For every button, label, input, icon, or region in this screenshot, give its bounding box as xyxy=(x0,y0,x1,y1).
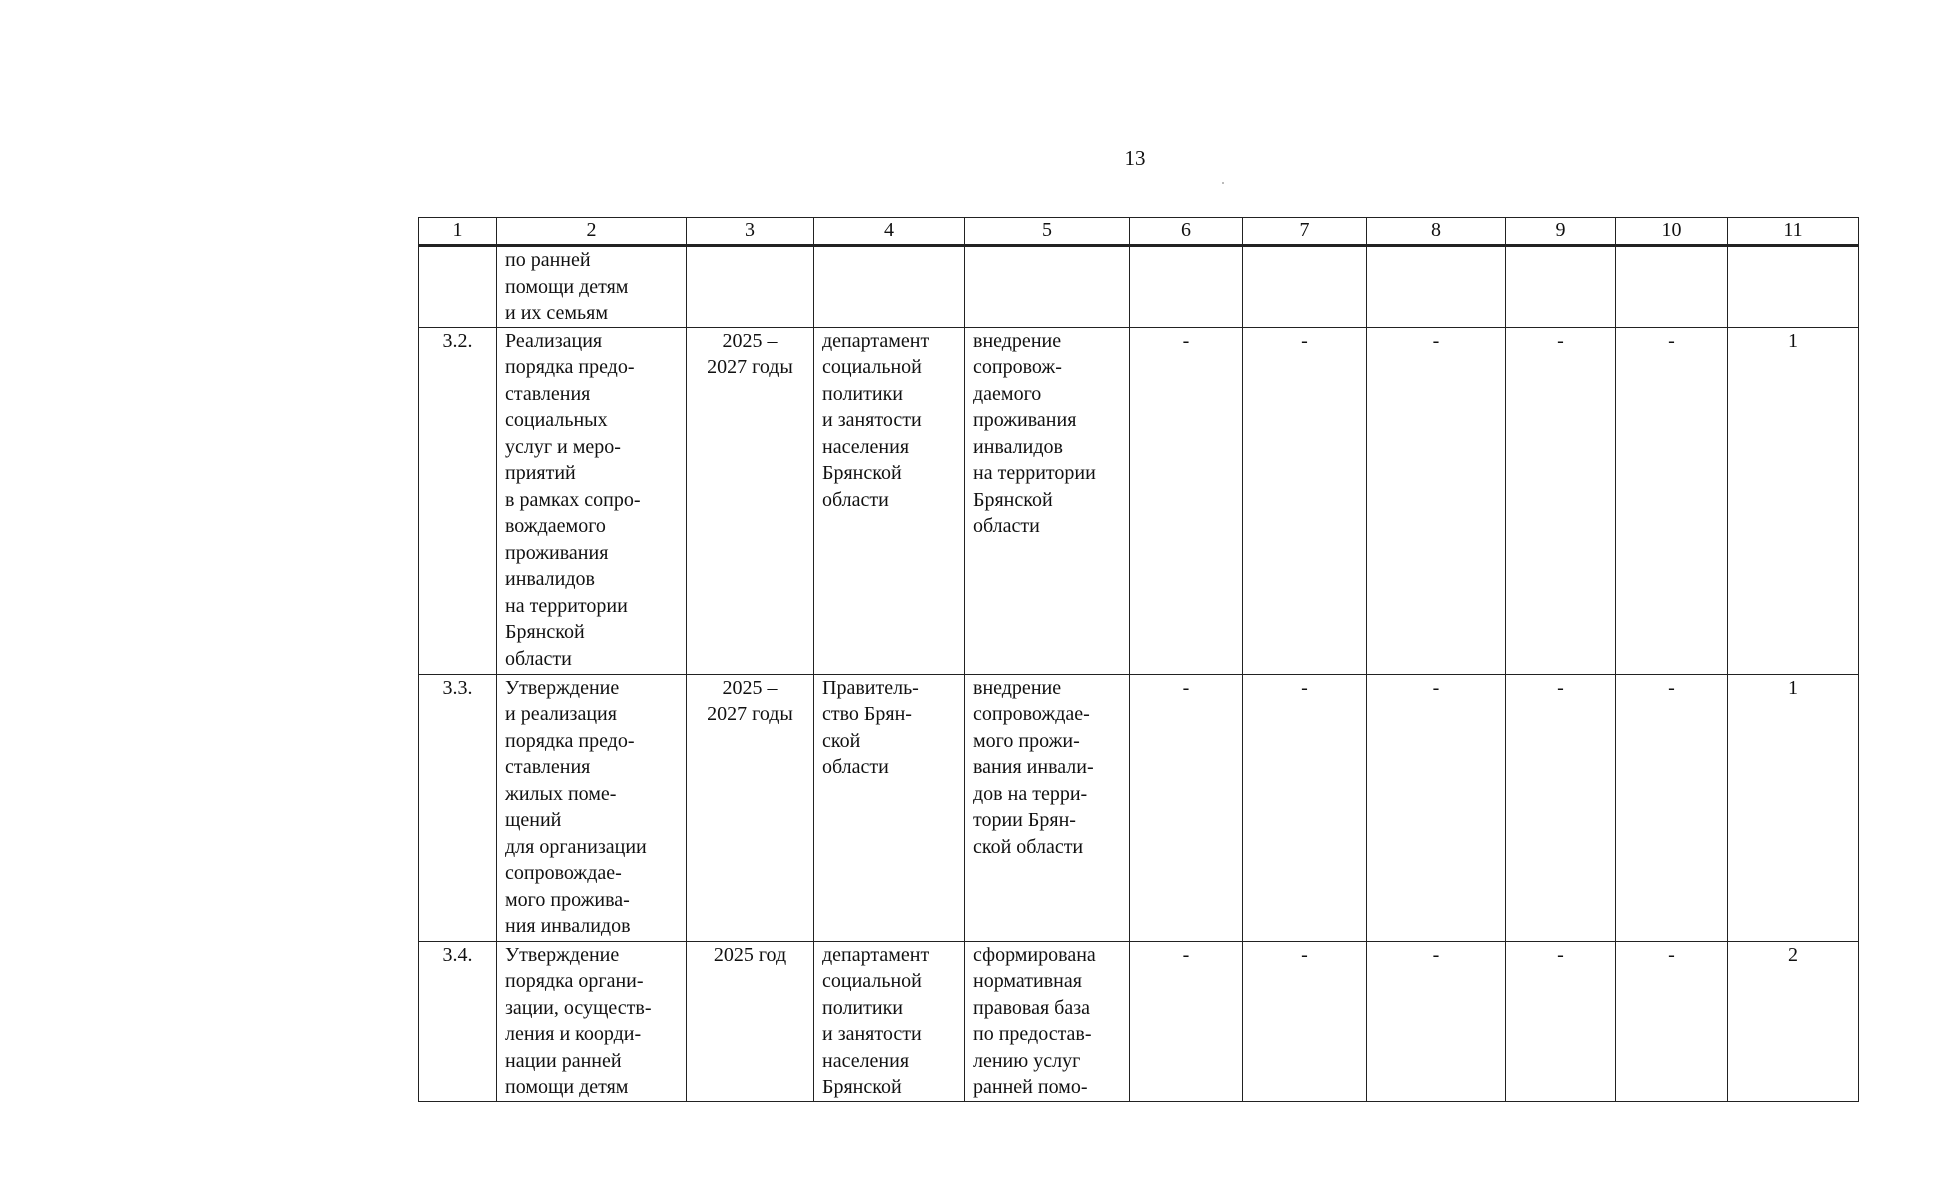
header-cell: 6 xyxy=(1130,218,1243,246)
activity-cell: Утверждение и реализация порядка предо- ставления жилых поме- щений для организации сопровождае- мого прожива- ния инвалидов xyxy=(497,674,687,941)
value-cell: - xyxy=(1616,941,1728,1101)
value-cell: - xyxy=(1616,674,1728,941)
header-cell: 3 xyxy=(687,218,814,246)
value-cell: - xyxy=(1367,674,1506,941)
value-cell: - xyxy=(1367,941,1506,1101)
value-cell: - xyxy=(1130,674,1243,941)
value-cell xyxy=(1130,246,1243,328)
table-row xyxy=(419,674,1859,941)
value-cell: - xyxy=(1243,327,1367,674)
header-cell: 7 xyxy=(1243,218,1367,246)
table-header-row xyxy=(419,218,1859,246)
value-cell xyxy=(1616,246,1728,328)
result-cell: внедрение сопровождае- мого прожи- вания инвали- дов на терри- тории Брян- ской области xyxy=(965,674,1130,941)
value-cell: - xyxy=(1506,327,1616,674)
activity-cell: Утверждение порядка органи- зации, осуществ- ления и коорди- нации ранней помощи детям xyxy=(497,941,687,1101)
scan-speck xyxy=(1222,182,1224,184)
result-cell: сформирована нормативная правовая база по предостав- лению услуг ранней помо- xyxy=(965,941,1130,1101)
header-cell: 2 xyxy=(497,218,687,246)
value-cell: - xyxy=(1367,327,1506,674)
row-number-cell xyxy=(419,246,497,328)
executor-cell: Правитель- ство Брян- ской области xyxy=(814,674,965,941)
executor-cell: департамент социальной политики и занятости населения Брянской области xyxy=(814,327,965,674)
value-cell: - xyxy=(1243,941,1367,1101)
value-cell: - xyxy=(1506,941,1616,1101)
period-cell xyxy=(687,246,814,328)
result-cell: внедрение сопровож- даемого проживания инвалидов на территории Брянской области xyxy=(965,327,1130,674)
table-row xyxy=(419,941,1859,1101)
row-number-cell: 3.2. xyxy=(419,327,497,674)
value-cell: - xyxy=(1243,674,1367,941)
header-cell: 4 xyxy=(814,218,965,246)
header-cell: 1 xyxy=(419,218,497,246)
period-cell: 2025 – 2027 годы xyxy=(687,327,814,674)
measures-table xyxy=(418,217,1859,1102)
header-cell: 8 xyxy=(1367,218,1506,246)
value-cell: 2 xyxy=(1728,941,1859,1101)
executor-cell: департамент социальной политики и занятости населения Брянской xyxy=(814,941,965,1101)
header-cell: 11 xyxy=(1728,218,1859,246)
value-cell: - xyxy=(1130,941,1243,1101)
activity-cell: Реализация порядка предо- ставления социальных услуг и меро- приятий в рамках сопро- вождаемого проживания инвалидов на территории Брянской области xyxy=(497,327,687,674)
executor-cell xyxy=(814,246,965,328)
header-cell: 5 xyxy=(965,218,1130,246)
header-cell: 9 xyxy=(1506,218,1616,246)
value-cell: - xyxy=(1616,327,1728,674)
value-cell xyxy=(1367,246,1506,328)
value-cell xyxy=(1506,246,1616,328)
table-row xyxy=(419,327,1859,674)
value-cell: - xyxy=(1506,674,1616,941)
table-row xyxy=(419,246,1859,328)
value-cell: - xyxy=(1130,327,1243,674)
period-cell: 2025 – 2027 годы xyxy=(687,674,814,941)
row-number-cell: 3.3. xyxy=(419,674,497,941)
page-number: 13 xyxy=(1124,146,1146,170)
value-cell xyxy=(1728,246,1859,328)
value-cell: 1 xyxy=(1728,327,1859,674)
header-cell: 10 xyxy=(1616,218,1728,246)
result-cell xyxy=(965,246,1130,328)
activity-cell: по ранней помощи детям и их семьям xyxy=(497,246,687,328)
row-number-cell: 3.4. xyxy=(419,941,497,1101)
value-cell xyxy=(1243,246,1367,328)
value-cell: 1 xyxy=(1728,674,1859,941)
period-cell: 2025 год xyxy=(687,941,814,1101)
